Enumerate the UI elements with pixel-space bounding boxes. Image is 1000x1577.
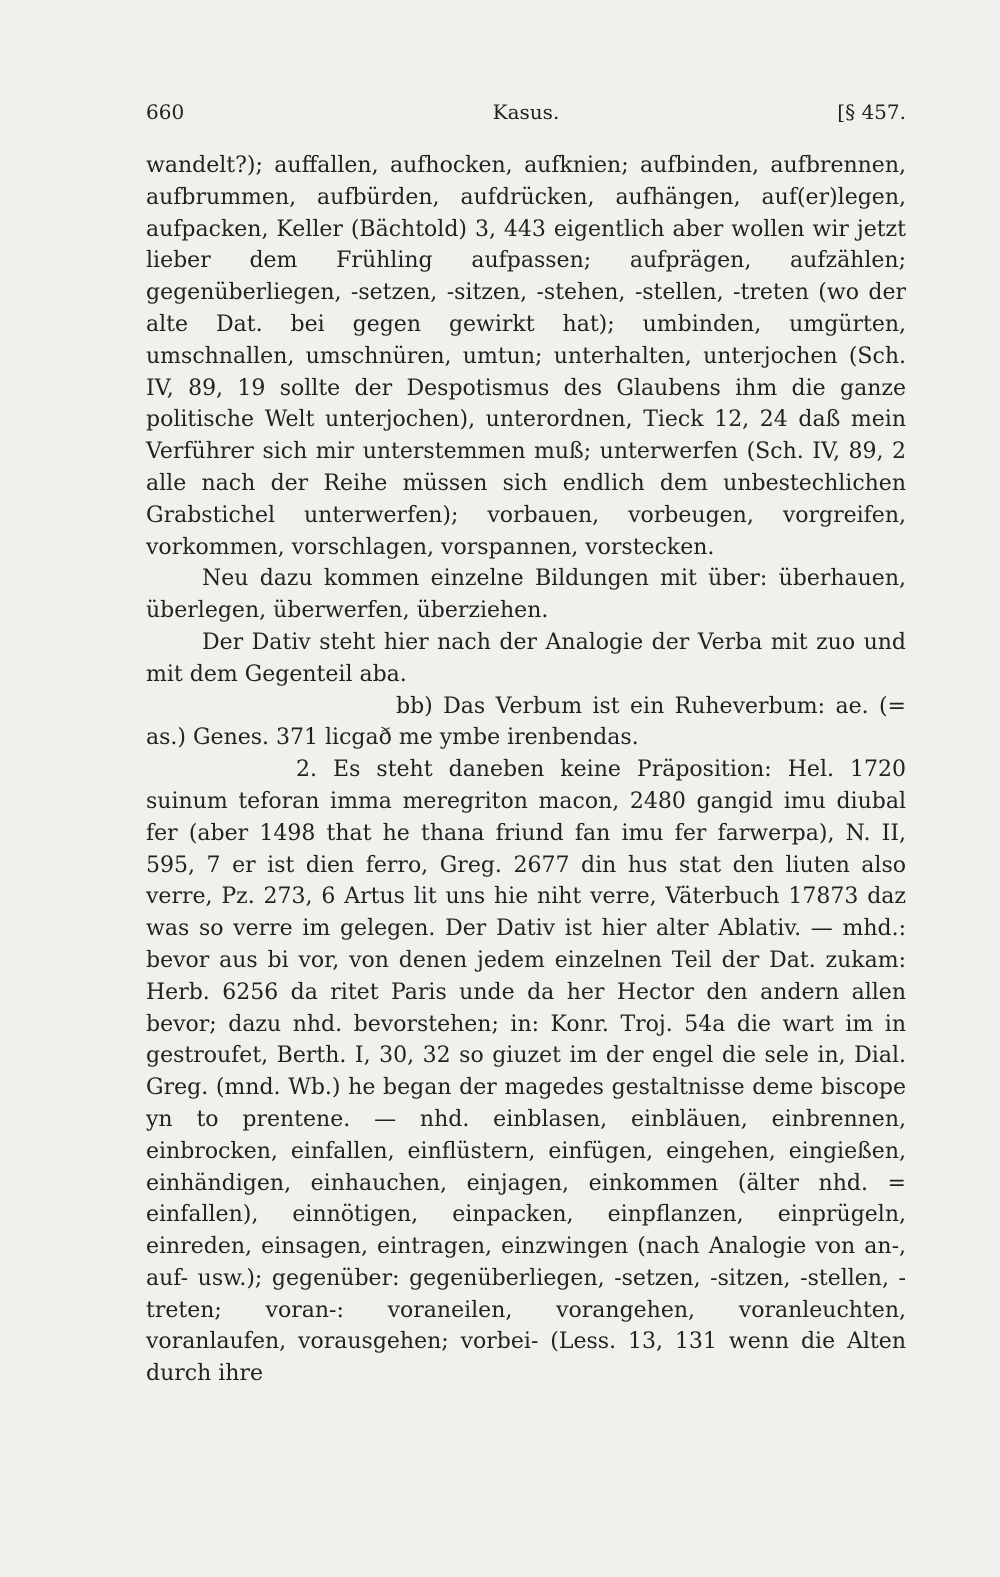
paragraph: Neu dazu kommen einzelne Bildungen mit über: überhauen, überlegen, überwerfen, überziehen. — [146, 566, 906, 624]
page-number: 660 — [146, 100, 185, 124]
paragraph: wandelt?); auffallen, aufhocken, aufknien; aufbinden, aufbrennen, aufbrummen, aufbürden, aufdrücken, aufhängen, auf(er)legen, aufpacken, Keller (Bächtold) 3, 443 eigentlich aber wollen wir jetzt lieber dem Frühling aufpassen; aufprägen, aufzählen; gegenüberliegen, -setzen, -sitzen, -stehen, -stellen, -treten (wo der alte Dat. bei gegen gewirkt hat); umbinden, umgürten, umschnallen, umschnüren, umtun; unterhalten, unterjochen (Sch. IV, 89, 19 sollte der Despotismus des Glaubens ihm die ganze politische Welt unterjochen), unterordnen, Tieck 12, 24 daß mein Verführer sich mir unterstemmen muß; unterwerfen (Sch. IV, 89, 2 alle nach der Reihe müssen sich endlich dem unbestechlichen Grabstichel unterwerfen); vorbauen, vorbeugen, vorgreifen, vorkommen, vorschlagen, vorspannen, vorstecken. — [146, 153, 906, 560]
paragraph: bb) Das Verbum ist ein Ruheverbum: ae. (= as.) Genes. 371 licgað me ymbe irenbendas. — [146, 693, 906, 751]
page-header — [146, 100, 906, 134]
running-title: Kasus. — [492, 100, 560, 124]
body-text — [146, 150, 906, 1390]
paragraph: Der Dativ steht hier nach der Analogie der Verba mit zuo und mit dem Gegenteil aba. — [146, 629, 906, 687]
paragraph: 2. Es steht daneben keine Präposition: Hel. 1720 suinum teforan imma meregriton macon, 2480 gangid imu diubal fer (aber 1498 that he thana friund fan imu fer farwerpa), N. II, 595, 7 er ist dien ferro, Greg. 2677 din hus stat den liuten also verre, Pz. 273, 6 Artus lit uns hie niht verre, Väterbuch 17873 daz was so verre im gelegen. Der Dativ ist hier alter Ablativ. — mhd.: bevor aus bi vor, von denen jedem einzelnen Teil der Dat. zukam: Herb. 6256 da ritet Paris unde da her Hector den andern allen bevor; dazu nhd. bevorstehen; in: Konr. Troj. 54a die wart im in gestroufet, Berth. I, 30, 32 so giuzet im der engel die sele in, Dial. Greg. (mnd. Wb.) he began der magedes gestaltnisse deme biscope yn to prentene. — nhd. einblasen, einbläuen, einbrennen, einbrocken, einfallen, einflüstern, einfügen, eingehen, eingießen, einhändigen, einhauchen, einjagen, einkommen (älter nhd. = einfallen), einnötigen, einpacken, einpflanzen, einprügeln, einreden, einsagen, eintragen, einzwingen (nach Analogie von an-, auf- usw.); gegenüber: gegenüberliegen, -setzen, -sitzen, -stellen, -treten; voran-: voraneilen, vorangehen, voranleuchten, voranlaufen, vorausgehen; vorbei- (Less. 13, 131 wenn die Alten durch ihre — [146, 757, 906, 1387]
section-marker: [§ 457. — [837, 100, 906, 124]
